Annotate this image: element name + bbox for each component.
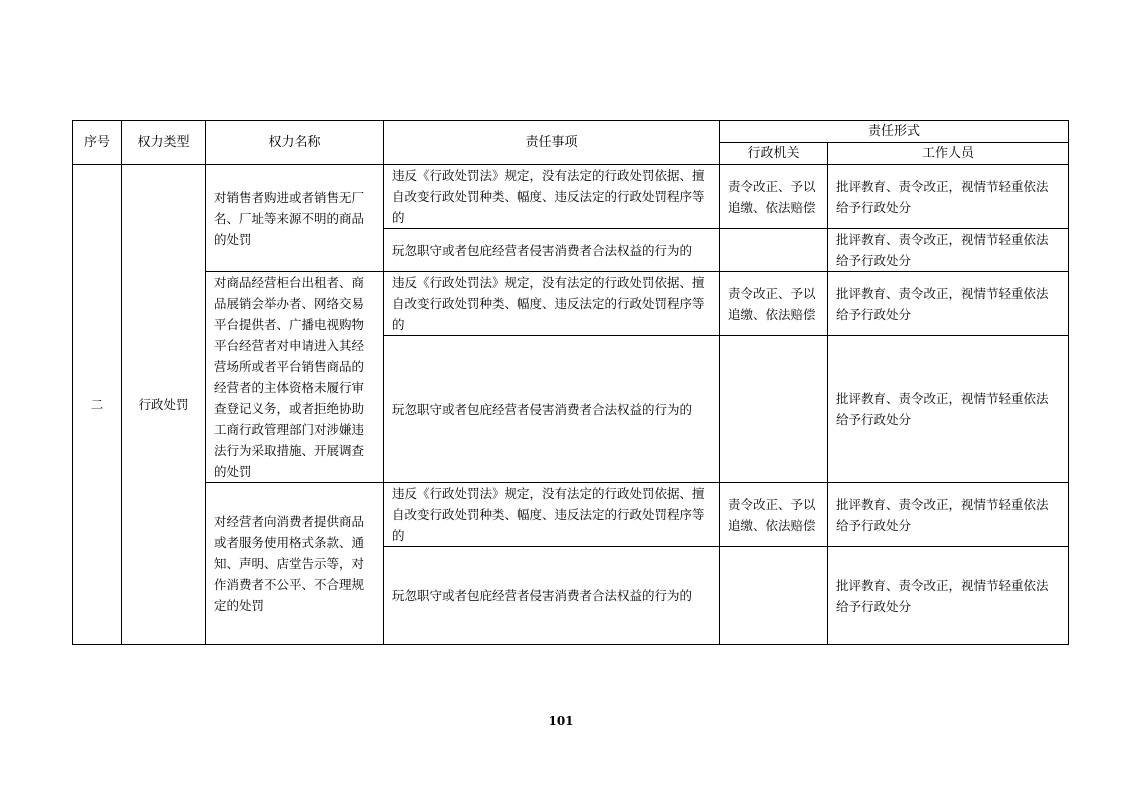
matter-cell: 玩忽职守或者包庇经营者侵害消费者合法权益的行为的 xyxy=(384,229,720,272)
staff-cell: 批评教育、责令改正，视情节轻重依法给予行政处分 xyxy=(828,336,1069,483)
staff-cell: 批评教育、责令改正，视情节轻重依法给予行政处分 xyxy=(828,229,1069,272)
staff-cell: 批评教育、责令改正，视情节轻重依法给予行政处分 xyxy=(828,272,1069,336)
header-responsibility-matter: 责任事项 xyxy=(384,121,720,165)
table-row xyxy=(73,165,1069,229)
header-power-type: 权力类型 xyxy=(122,121,206,165)
header-responsibility-form: 责任形式 xyxy=(720,121,1069,143)
agency-cell: 责令改正、予以追缴、依法赔偿 xyxy=(720,272,828,336)
header-seq: 序号 xyxy=(73,121,122,165)
matter-cell: 违反《行政处罚法》规定，没有法定的行政处罚依据、擅自改变行政处罚种类、幅度、违反法定的行政处罚程序等的 xyxy=(384,165,720,229)
power-type-cell: 行政处罚 xyxy=(122,165,206,645)
header-power-name: 权力名称 xyxy=(206,121,384,165)
power-name-cell: 对商品经营柜台出租者、商品展销会举办者、网络交易平台提供者、广播电视购物平台经营者对申请进入其经营场所或者平台销售商品的经营者的主体资格未履行审查登记义务，或者拒绝协助工商行政管理部门对涉嫌违法行为采取措施、开展调查的处罚 xyxy=(206,272,384,483)
agency-cell: 责令改正、予以追缴、依法赔偿 xyxy=(720,165,828,229)
staff-cell: 批评教育、责令改正，视情节轻重依法给予行政处分 xyxy=(828,547,1069,645)
power-name-cell: 对销售者购进或者销售无厂名、厂址等来源不明的商品的处罚 xyxy=(206,165,384,272)
page-number: 101 xyxy=(548,714,574,728)
matter-cell: 玩忽职守或者包庇经营者侵害消费者合法权益的行为的 xyxy=(384,336,720,483)
matter-cell: 玩忽职守或者包庇经营者侵害消费者合法权益的行为的 xyxy=(384,547,720,645)
header-staff: 工作人员 xyxy=(828,143,1069,165)
staff-cell: 批评教育、责令改正，视情节轻重依法给予行政处分 xyxy=(828,165,1069,229)
power-name-cell: 对经营者向消费者提供商品或者服务使用格式条款、通知、声明、店堂告示等，对作消费者不公平、不合理规定的处罚 xyxy=(206,483,384,645)
table-row xyxy=(73,272,1069,336)
agency-cell xyxy=(720,229,828,272)
table-row xyxy=(73,483,1069,547)
agency-cell xyxy=(720,336,828,483)
agency-cell xyxy=(720,547,828,645)
matter-cell: 违反《行政处罚法》规定，没有法定的行政处罚依据、擅自改变行政处罚种类、幅度、违反法定的行政处罚程序等的 xyxy=(384,483,720,547)
staff-cell: 批评教育、责令改正，视情节轻重依法给予行政处分 xyxy=(828,483,1069,547)
responsibility-table xyxy=(72,120,1069,645)
matter-cell: 违反《行政处罚法》规定，没有法定的行政处罚依据、擅自改变行政处罚种类、幅度、违反法定的行政处罚程序等的 xyxy=(384,272,720,336)
header-agency: 行政机关 xyxy=(720,143,828,165)
seq-cell: 二 xyxy=(73,165,122,645)
agency-cell: 责令改正、予以追缴、依法赔偿 xyxy=(720,483,828,547)
